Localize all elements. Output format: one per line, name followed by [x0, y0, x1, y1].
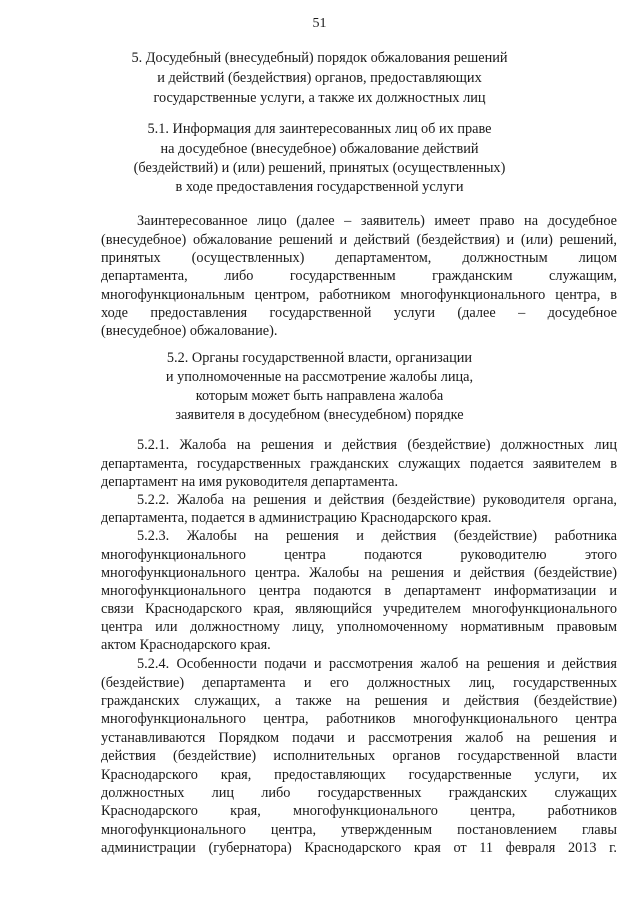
text-line: актом Краснодарского края. [101, 637, 271, 653]
text-line: (внесудебное) обжалование). [101, 323, 278, 339]
text-line: 5.2.1. Жалоба на решения и действия (бездействие) должностных лиц [137, 437, 617, 453]
text-line: должностных лиц либо государственных гражданских служащих [101, 785, 617, 801]
text-line: 5.2.2. Жалоба на решения и действия (бездействие) руководителя органа, [137, 492, 617, 508]
text-line: Заинтересованное лицо (далее – заявитель) имеет право на досудебное [137, 213, 617, 229]
text-line: центра или должностному лицу, уполномоченному нормативным правовым [101, 619, 617, 635]
text-line: Краснодарского края, предоставляющих государственные услуги, их [101, 767, 617, 783]
heading-line: 5.2. Органы государственной власти, организации [166, 350, 473, 366]
text-line: устанавливаются Порядком подачи и рассмотрения жалоб на решения и [101, 730, 617, 746]
heading-line: которым может быть направлена жалоба [195, 388, 444, 404]
text-line: многофункционального центра подаются руководителю этого [101, 547, 617, 563]
heading-line: и действий (бездействия) органов, предоставляющих [157, 70, 482, 86]
page-number: 51 [312, 16, 327, 31]
text-line: гражданских служащих, а также на решения и действия (бездействие) [101, 693, 617, 709]
heading-line: 5. Досудебный (внесудебный) порядок обжалования решений [131, 50, 508, 66]
text-line: действия (бездействие) исполнительных органов государственной власти [101, 748, 617, 764]
heading-line: и уполномоченные на рассмотрение жалобы лица, [165, 369, 474, 385]
text-line: многофункционального центра, работников многофункционального центра [101, 711, 617, 727]
heading-line: государственные услуги, а также их должностных лиц [153, 90, 486, 106]
text-line: принятых (осуществленных) департаментом, должностным лицом [101, 250, 617, 266]
text-line: многофункциональным центром, работником многофункционального центра, в [101, 287, 617, 303]
text-line: 5.2.4. Особенности подачи и рассмотрения жалоб на решения и действия [137, 656, 617, 672]
text-line: (бездействие) департамента и его должностных лиц, государственных [101, 675, 617, 691]
text-line: Краснодарского края, многофункционального центра, работников [101, 803, 617, 819]
text-line: департамент на имя руководителя департамента. [101, 474, 399, 490]
text-line: департамента, подается в администрацию Краснодарского края. [101, 510, 492, 526]
text-line: департамента, государственных гражданских служащих подается заявителем в [101, 456, 617, 472]
heading-line: заявителя в досудебном (внесудебном) порядке [175, 407, 464, 423]
text-line: 5.2.3. Жалобы на решения и действия (бездействие) работника [137, 528, 617, 544]
text-line: связи Краснодарского края, являющийся учредителем многофункционального [101, 601, 617, 617]
heading-line: 5.1. Информация для заинтересованных лиц об их праве [147, 121, 492, 137]
text-line: многофункционального центра, утвержденным постановлением главы [101, 822, 617, 838]
text-line: департамента, либо государственным гражданским служащим, [101, 268, 617, 284]
heading-line: (бездействий) и (или) решений, принятых (осуществленных) [133, 160, 506, 176]
text-line: многофункционального центра подаются в департамент информатизации и [101, 583, 617, 599]
heading-line: в ходе предоставления государственной услуги [175, 179, 464, 195]
text-line: администрации (губернатора) Краснодарского края от 11 февраля 2013 г. [101, 840, 617, 856]
heading-line: на досудебное (внесудебное) обжалование действий [160, 141, 479, 157]
text-line: ходе предоставления государственной услуги (далее – досудебное [101, 305, 617, 321]
text-line: (внесудебное) обжалование решений и действий (бездействия) и (или) решений, [101, 232, 617, 248]
text-line: многофункционального центра. Жалобы на решения и действия (бездействие) [101, 565, 617, 581]
